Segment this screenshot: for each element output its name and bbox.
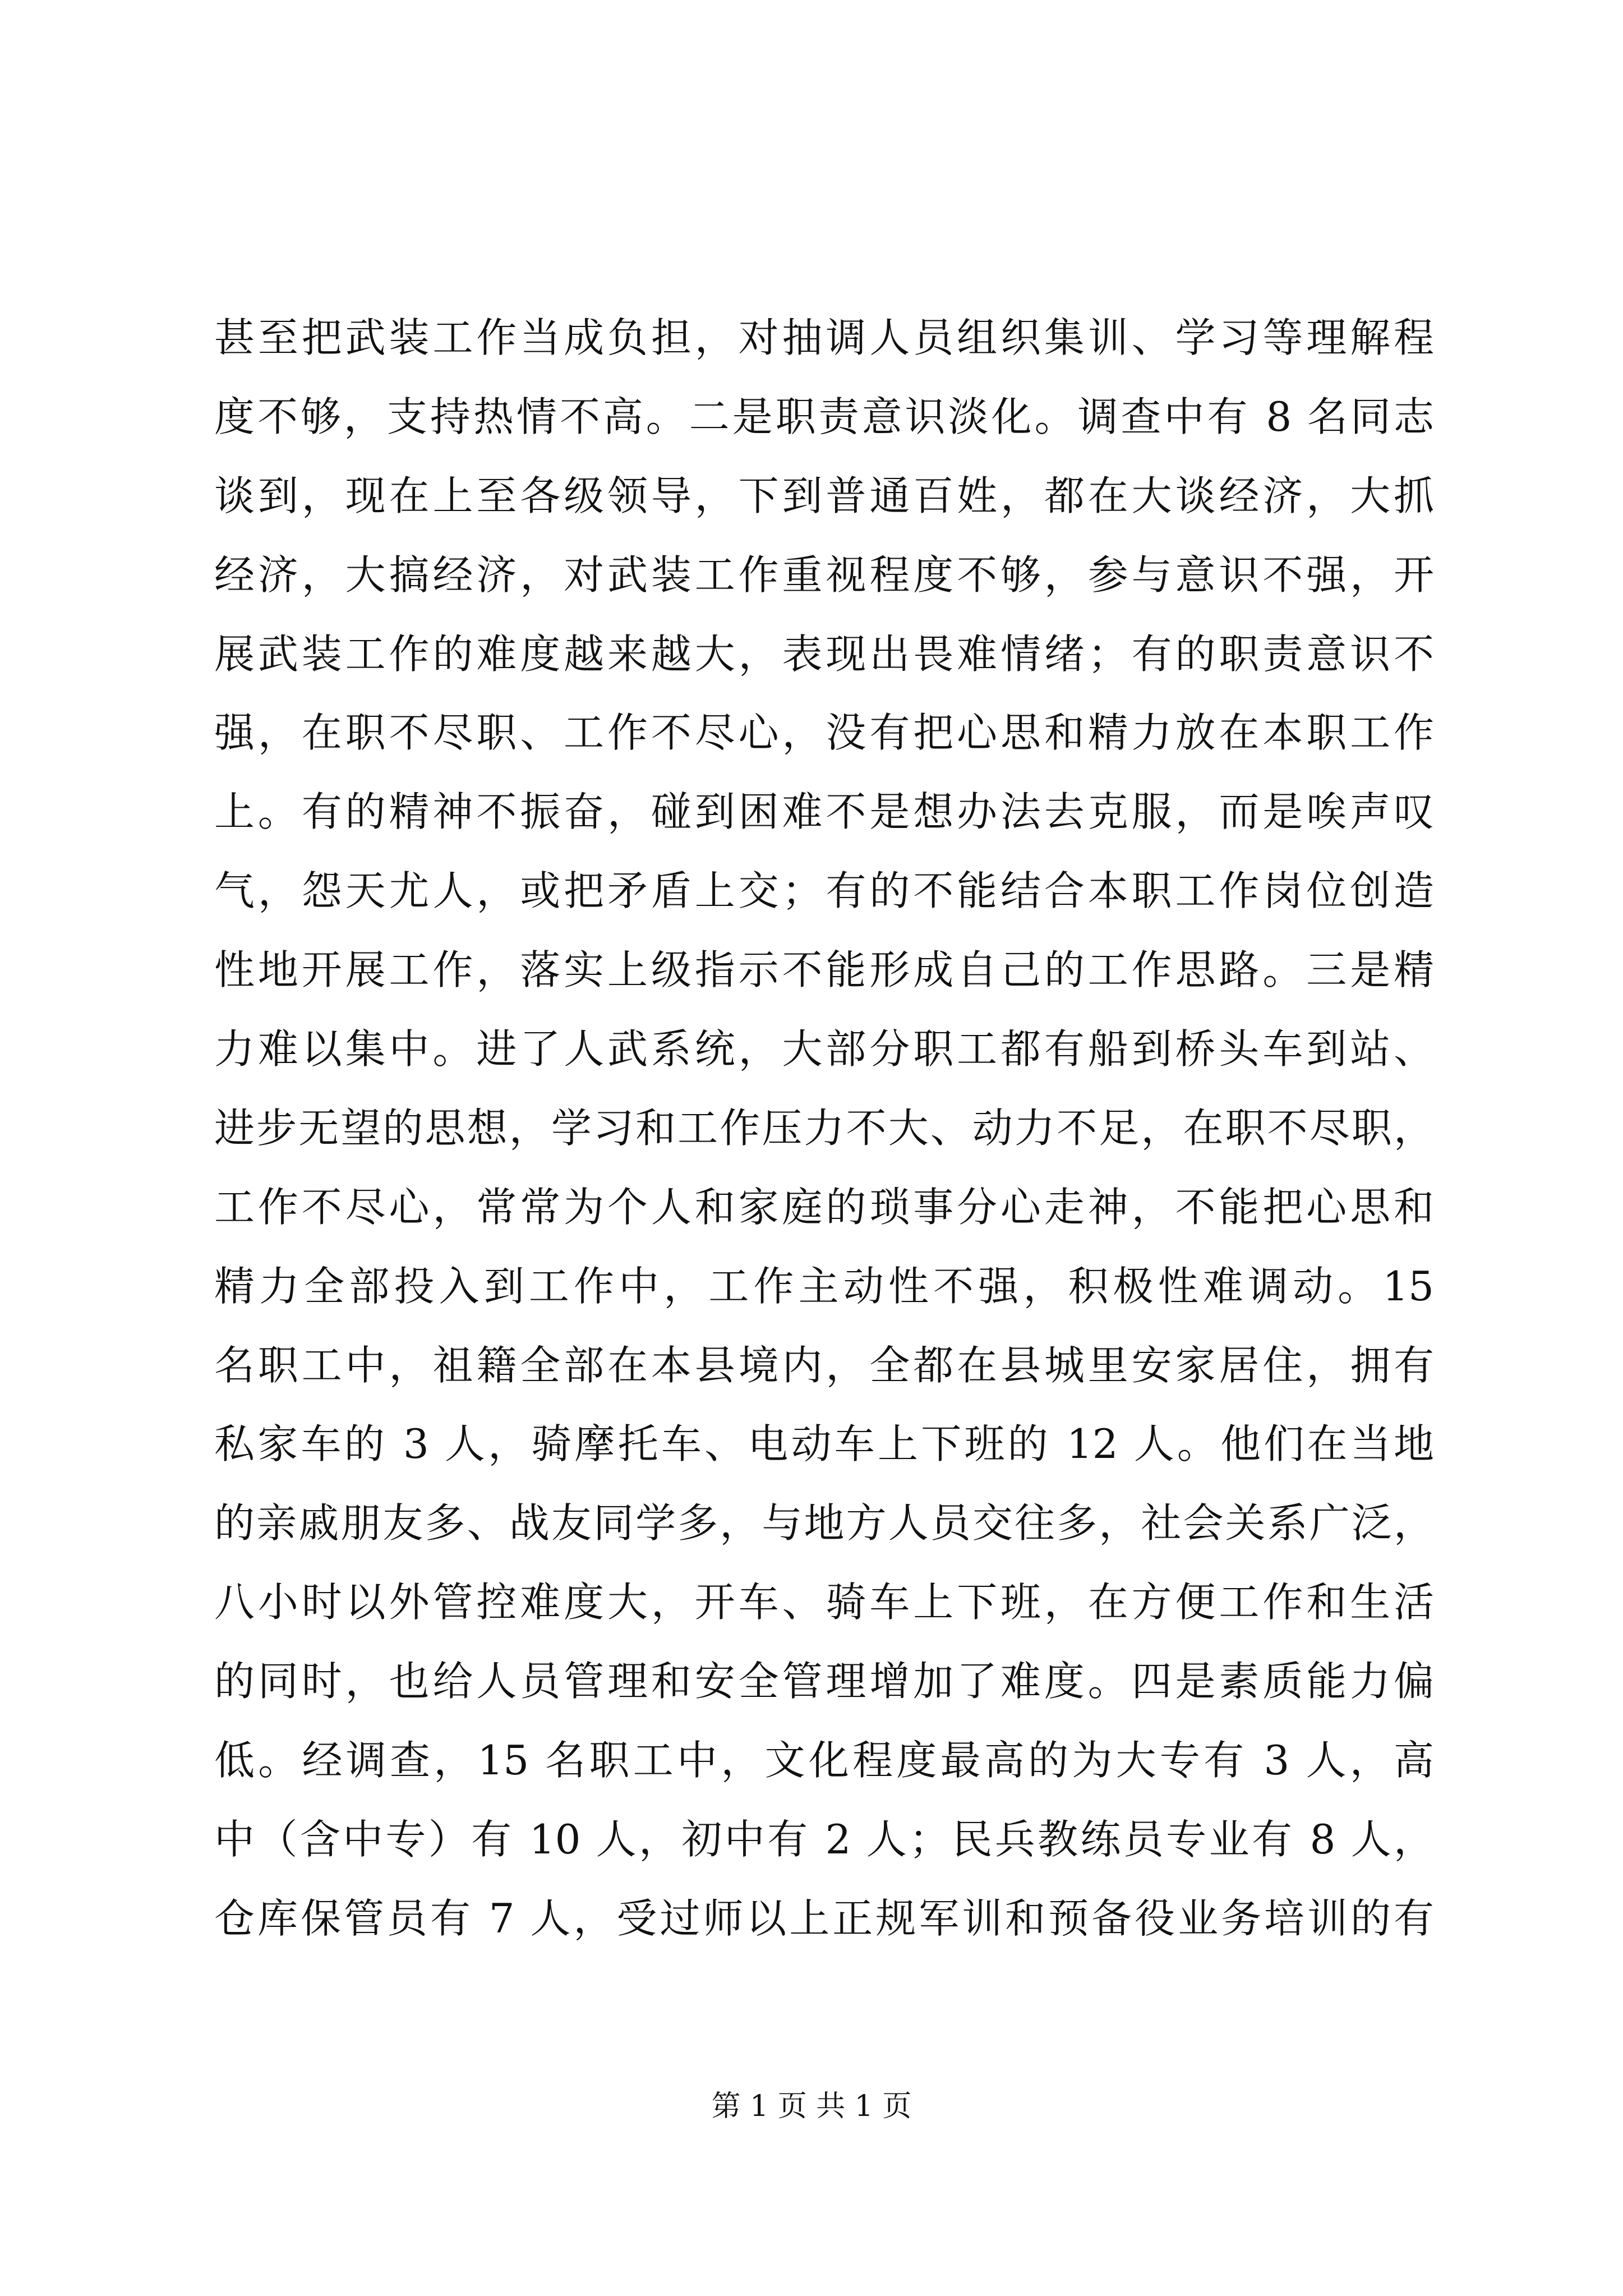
text-line: 上。有的精神不振奋，碰到困难不是想办法去克服，而是唉声叹	[214, 788, 1434, 836]
text-line: 工作不尽心，常常为个人和家庭的琐事分心走神，不能把心思和	[214, 1183, 1434, 1231]
text-line: 的同时，也给人员管理和安全管理增加了难度。四是素质能力偏	[214, 1658, 1434, 1705]
text-line: 性地开展工作，落实上级指示不能形成自己的工作思路。三是精	[214, 946, 1434, 994]
page-footer: 第 1 页 共 1 页	[711, 2090, 912, 2123]
body-text	[214, 298, 1434, 1958]
text-line: 中（含中专）有 10 人，初中有 2 人；民兵教练员专业有 8 人，	[214, 1815, 1434, 1863]
text-line: 私家车的 3 人，骑摩托车、电动车上下班的 12 人。他们在当地	[214, 1420, 1434, 1468]
text-line: 的亲戚朋友多、战友同学多，与地方人员交往多，社会关系广泛，	[214, 1499, 1434, 1547]
text-line: 低。经调查，15 名职工中，文化程度最高的为大专有 3 人，高	[214, 1737, 1434, 1784]
text-line: 展武装工作的难度越来越大，表现出畏难情绪；有的职责意识不	[214, 630, 1434, 678]
text-line: 精力全部投入到工作中，工作主动性不强，积极性难调动。15	[214, 1262, 1434, 1310]
text-line: 强，在职不尽职、工作不尽心，没有把心思和精力放在本职工作	[214, 709, 1434, 757]
text-line: 谈到，现在上至各级领导，下到普通百姓，都在大谈经济，大抓	[214, 472, 1434, 519]
text-line: 气，怨天尤人，或把矛盾上交；有的不能结合本职工作岗位创造	[214, 867, 1434, 915]
text-line: 经济，大搞经济，对武装工作重视程度不够，参与意识不强，开	[214, 551, 1434, 599]
text-line: 甚至把武装工作当成负担，对抽调人员组织集训、学习等理解程	[214, 314, 1434, 361]
text-line: 八小时以外管控难度大，开车、骑车上下班，在方便工作和生活	[214, 1579, 1434, 1626]
text-line: 仓库保管员有 7 人，受过师以上正规军训和预备役业务培训的有	[214, 1894, 1434, 1942]
text-line: 名职工中，祖籍全部在本县境内，全都在县城里安家居住，拥有	[214, 1341, 1434, 1389]
text-line: 力难以集中。进了人武系统，大部分职工都有船到桥头车到站、	[214, 1025, 1434, 1073]
text-line: 度不够，支持热情不高。二是职责意识淡化。调查中有 8 名同志	[214, 393, 1434, 440]
text-line: 进步无望的思想，学习和工作压力不大、动力不足，在职不尽职，	[214, 1104, 1434, 1152]
